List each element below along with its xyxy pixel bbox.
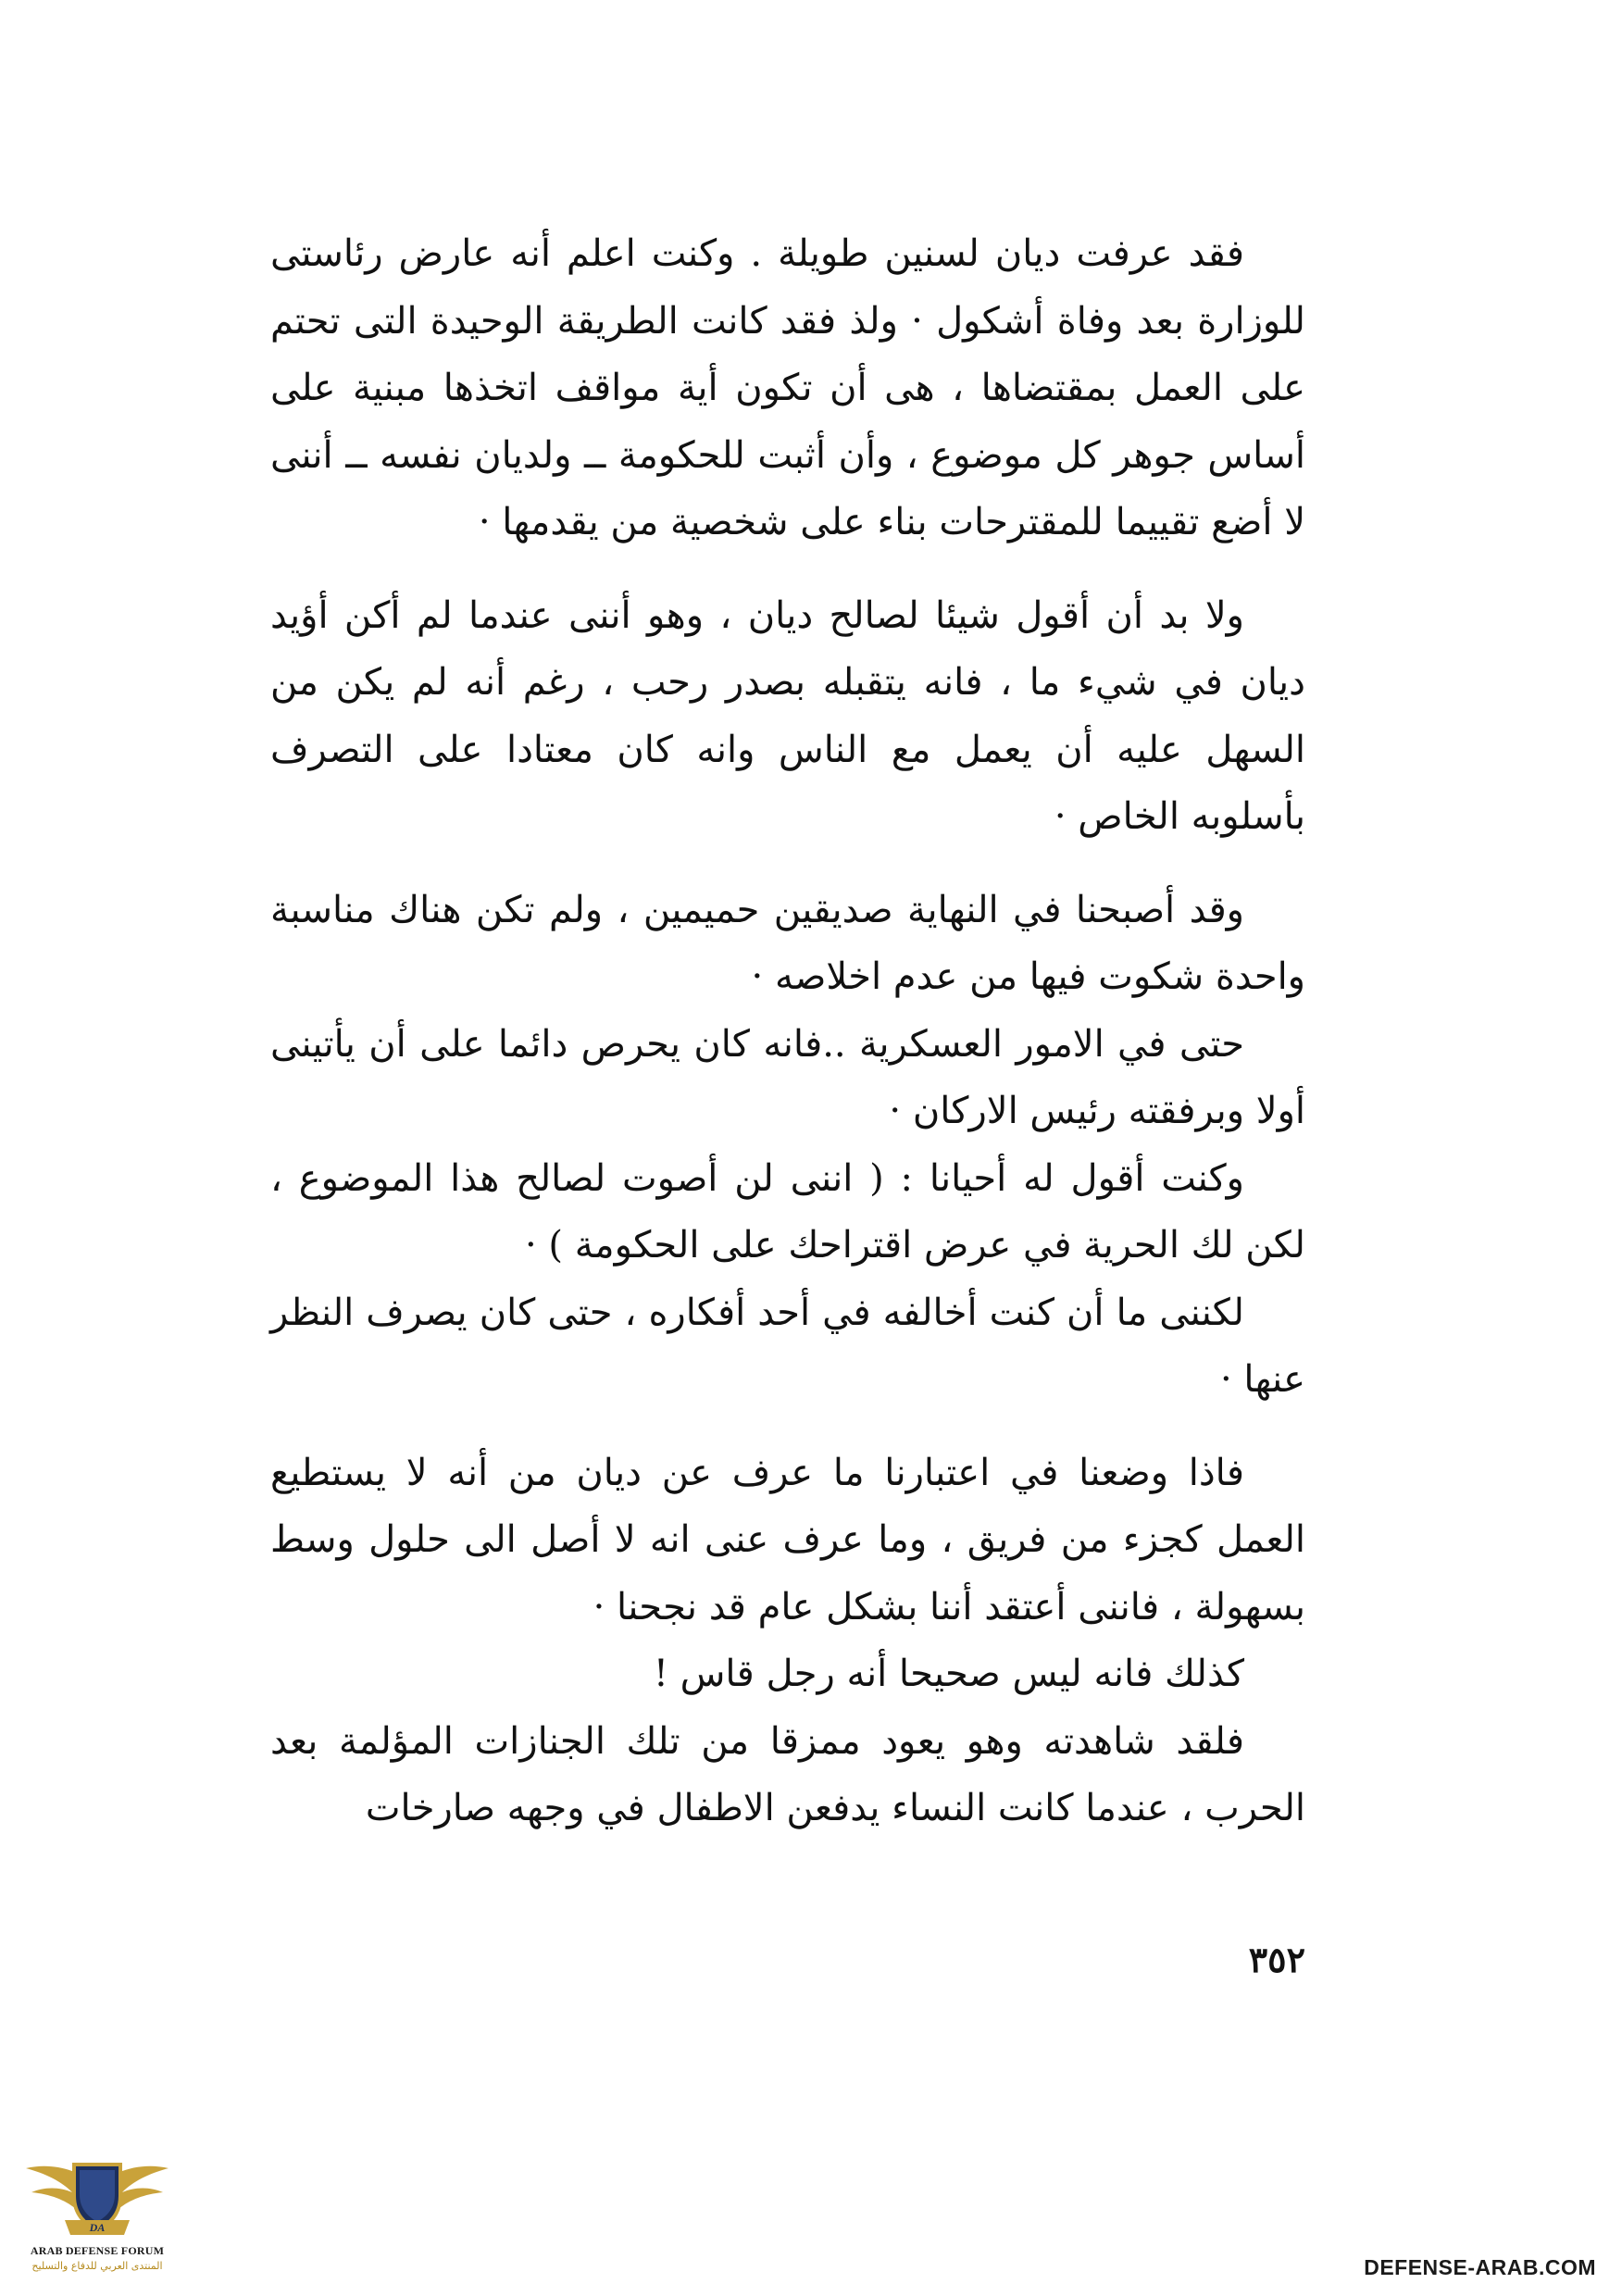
paragraph-dayan-acquaintance: فقد عرفت ديان لسنين طويلة . وكنت اعلم أنه عارض رئاستى للوزارة بعد وفاة أشكول · ولذ فقد كانت الطريقة الوحيدة التى تحتم على العمل بمقتضاها ، هى أن تكون أية مواقف اتخذها مبنية على أساس جوهر كل موضوع ، وأن أثبت للحكومة ــ ولديان نفسه ــ أننى لا أضع تقييما للمقترحات بناء على شخصية من يقدمها ·: [270, 232, 1305, 543]
paragraph-military-matters: حتى في الامور العسكرية ..فانه كان يحرص دائما على أن يأتينى أولا وبرفقته رئيس الاركان ·: [270, 1022, 1305, 1132]
book-page-body: [270, 220, 1305, 1842]
logo-title: ARAB DEFENSE FORUM: [30, 2244, 165, 2257]
eagle-shield-icon: [19, 2131, 176, 2244]
logo-badge-text: DA: [89, 2221, 106, 2234]
paragraph-close-friends: وقد أصبحنا في النهاية صديقين حميمين ، ولم تكن هناك مناسبة واحدة شكوت فيها من عدم اخلاصه ·: [270, 888, 1305, 998]
site-watermark: DEFENSE-ARAB.COM: [1364, 2255, 1596, 2279]
paragraph-teamwork: فاذا وضعنا في اعتبارنا ما عرف عن ديان من أنه لا يستطيع العمل كجزء من فريق ، وما عرف عنى انه لا أصل الى حلول وسط بسهولة ، فاننى أعتقد أننا بشكل عام قد نجحنا ·: [270, 1451, 1305, 1628]
page-number: ٣٥٢: [1248, 1939, 1305, 1980]
paragraph-not-harsh: كذلك فانه ليس صحيحا أنه رجل قاس !: [653, 1653, 1244, 1695]
paragraph-disagreement: لكننى ما أن كنت أخالفه في أحد أفكاره ، حتى كان يصرف النظر عنها ·: [270, 1291, 1305, 1401]
paragraph-dayan-acceptance: ولا بد أن أقول شيئا لصالح ديان ، وهو أننى عندما لم أكن أؤيد ديان في شيء ما ، فانه يتقبله بصدر رحب ، رغم أنه لم يكن من السهل عليه أن يعمل مع الناس وانه كان معتادا على التصرف بأسلوبه الخاص ·: [270, 593, 1305, 838]
paragraph-voting-remark: وكنت أقول له أحيانا : ( اننى لن أصوت لصالح هذا الموضوع ، لكن لك الحرية في عرض اقتراحك على الحكومة ) ·: [270, 1156, 1305, 1267]
paragraph-funerals: فلقد شاهدته وهو يعود ممزقا من تلك الجنازات المؤلمة بعد الحرب ، عندما كانت النساء يدفعن الاطفال في وجهه صارخات: [270, 1719, 1305, 1829]
forum-logo: [19, 2131, 176, 2284]
logo-subtitle: المنتدى العربي للدفاع والتسليح: [31, 2260, 163, 2272]
